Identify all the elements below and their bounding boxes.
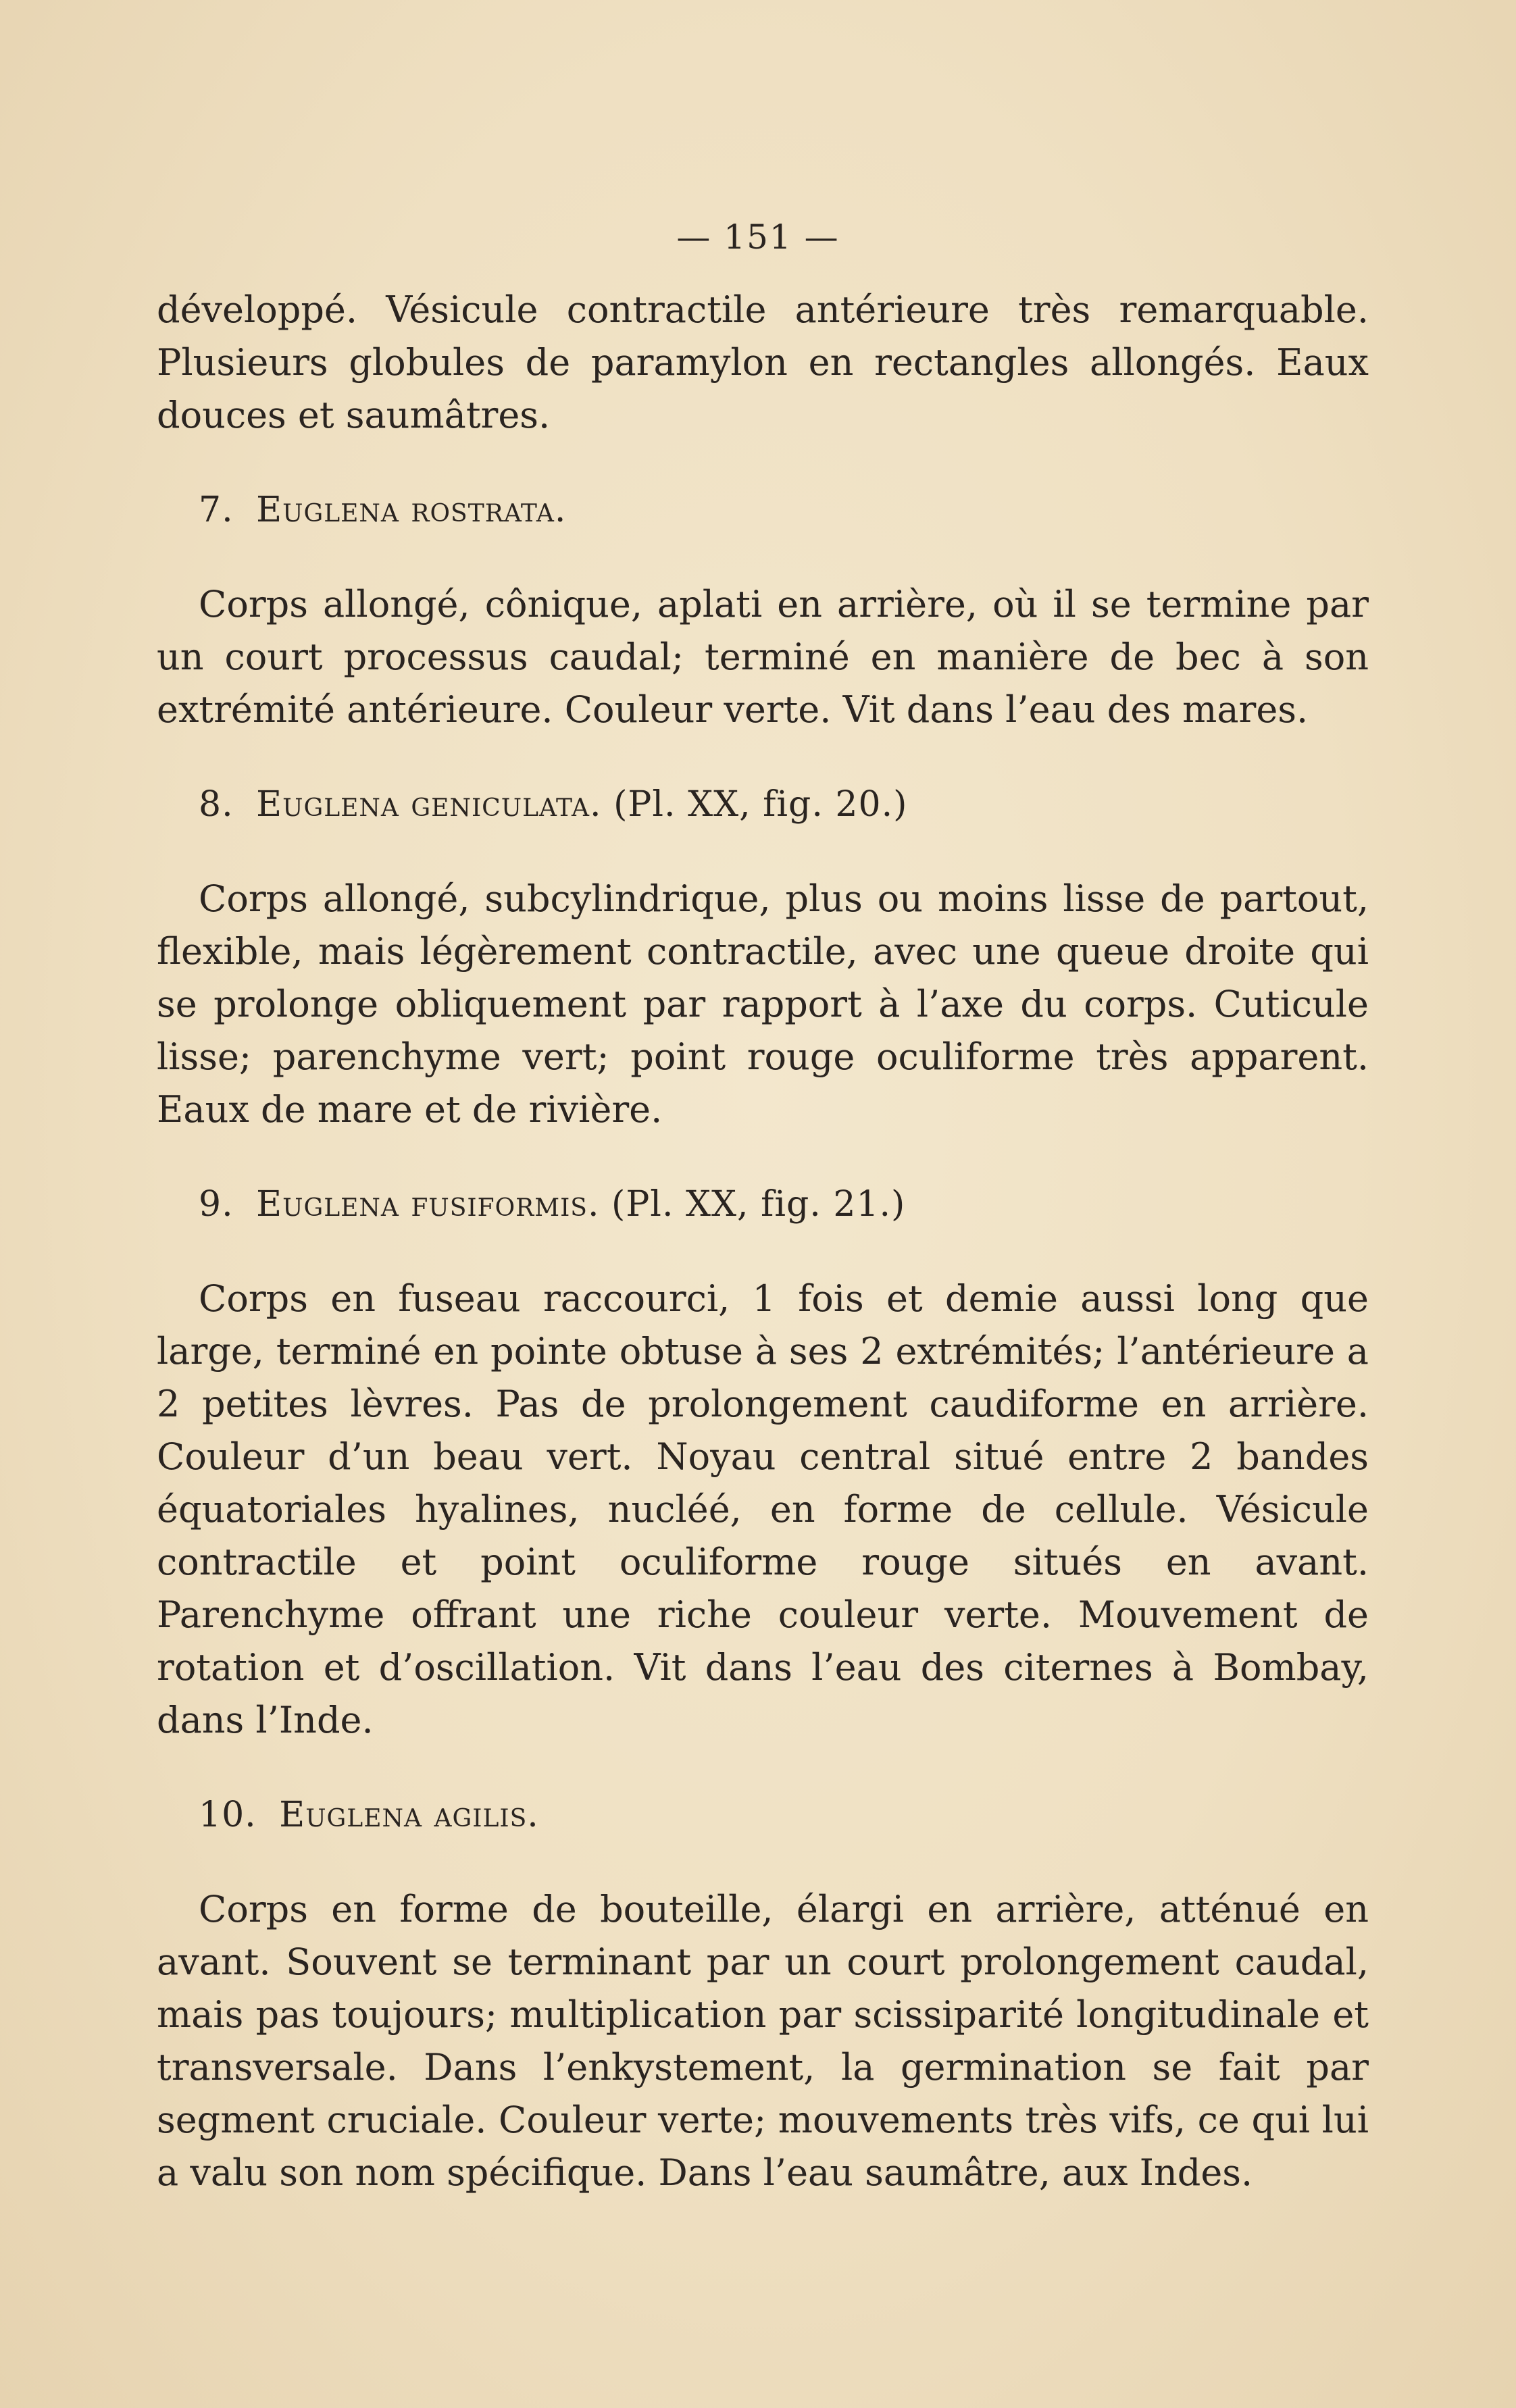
plate-reference: (Pl. XX, fig. 20.) — [613, 784, 908, 825]
body-text — [157, 284, 1369, 2199]
species-number: 8. — [199, 784, 234, 825]
species-heading-8 — [199, 778, 1369, 831]
species-number: 10. — [199, 1795, 257, 1835]
plate-reference: (Pl. XX, fig. 21.) — [611, 1184, 906, 1225]
species-name: Euglena geniculata. — [256, 784, 602, 825]
species-heading-10 — [199, 1789, 1369, 1841]
species-name: Euglena rostrata. — [256, 490, 567, 530]
species-description-9: Corps en fuseau raccourci, 1 fois et demie aussi long que large, terminé en pointe obtuse à ses 2 extrémités; l’antérieure a 2 petites lèvres. Pas de prolongement caudiforme en arrière. Couleur d’un beau vert. Noyau central situé entre 2 bandes équatoriales hyalines, nucléé, en forme de cellule. Vésicule contractile et point oculiforme rouge situés en avant. Parenchyme offrant une riche couleur verte. Mouvement de rotation et d’oscillation. Vit dans l’eau des citernes à Bombay, dans l’Inde. — [157, 1277, 1369, 1741]
species-name: Euglena fusiformis. — [256, 1184, 600, 1225]
species-heading-9 — [199, 1178, 1369, 1231]
species-heading-7 — [199, 484, 1369, 536]
species-description-7: Corps allongé, cônique, aplati en arrière, où il se termine par un court processus caudal; terminé en manière de bec à son extrémité antérieure. Couleur verte. Vit dans l’eau des mares. — [157, 583, 1369, 731]
species-description-10: Corps en forme de bouteille, élargi en arrière, atténué en avant. Souvent se terminant par un court prolongement caudal, mais pas toujours; multiplication par scissiparité longitudinale et transversale. Dans l’enkystement, la germination se fait par segment cruciale. Couleur verte; mouvements très vifs, ce qui lui a valu son nom spécifique. Dans l’eau saumâtre, aux Indes. — [157, 1888, 1369, 2194]
continued-paragraph: développé. Vésicule contractile antérieure très remarquable. Plusieurs globules de paramylon en rectangles allongés. Eaux douces et saumâtres. — [157, 288, 1369, 436]
species-name: Euglena agilis. — [279, 1795, 539, 1835]
species-number: 7. — [199, 490, 234, 530]
species-description-8: Corps allongé, subcylindrique, plus ou moins lisse de partout, flexible, mais légèrement contractile, avec une queue droite qui se prolonge obliquement par rapport à l’axe du corps. Cuticule lisse; parenchyme vert; point rouge oculiforme très apparent. Eaux de mare et de rivière. — [157, 877, 1369, 1131]
page-number: — 151 — — [676, 217, 840, 257]
species-number: 9. — [199, 1184, 234, 1225]
